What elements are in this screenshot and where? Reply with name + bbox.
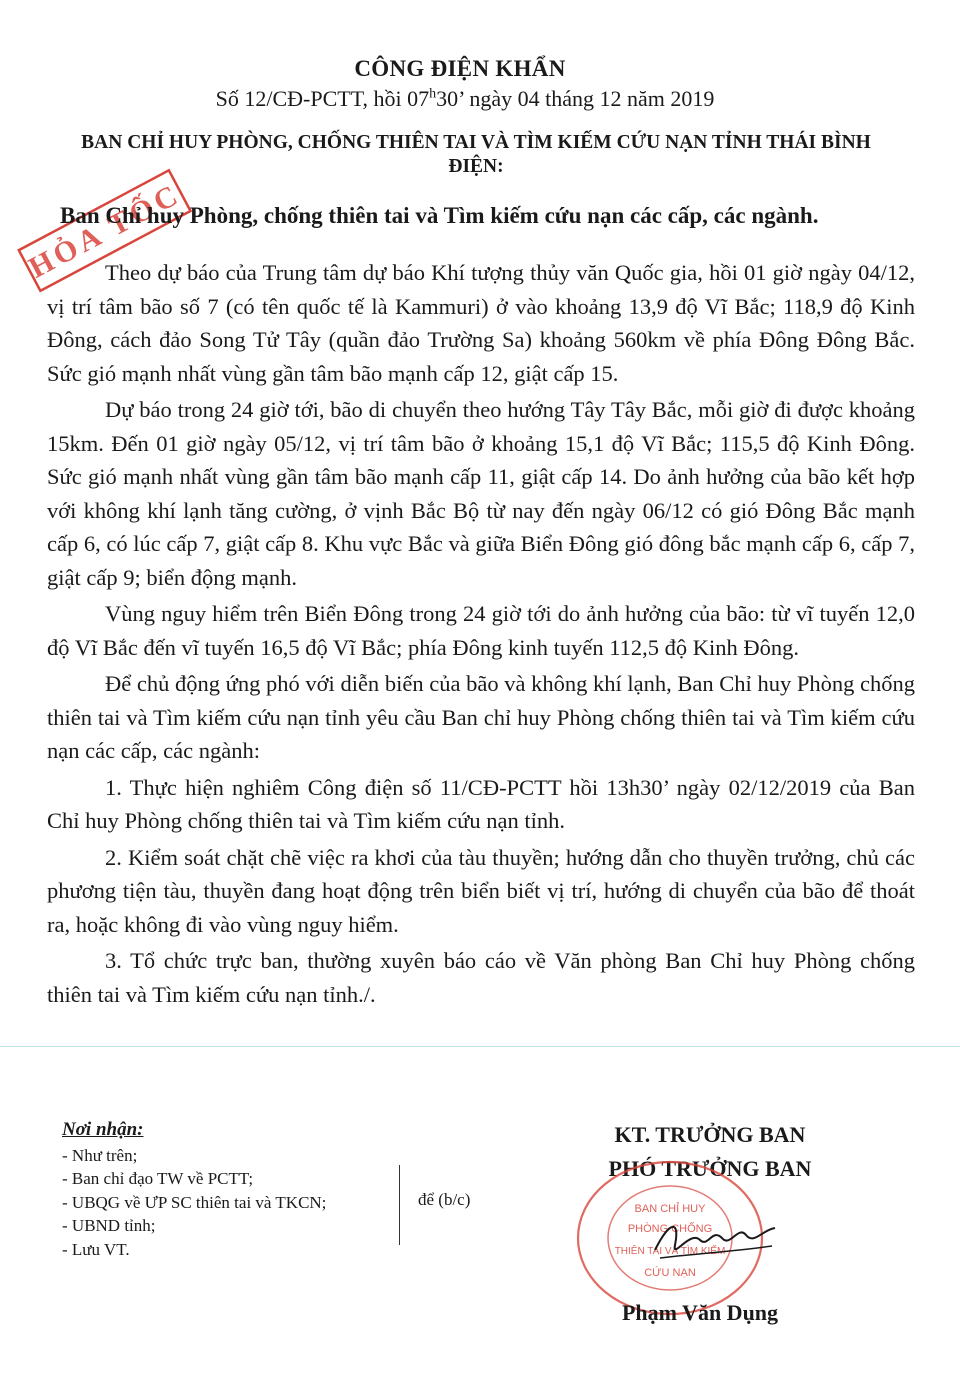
received-item: - Lưu VT. xyxy=(62,1239,130,1259)
signature-line-2: PHÓ TRƯỞNG BAN xyxy=(608,1156,812,1181)
paragraph-item-3: 3. Tổ chức trực ban, thường xuyên báo cáo về Văn phòng Ban Chỉ huy Phòng chống thiên tai và Tìm kiếm cứu nạn tỉnh./. xyxy=(47,948,915,1007)
paragraph-request: Để chủ động ứng phó với diễn biến của bão và không khí lạnh, Ban Chỉ huy Phòng chống thiên tai và Tìm kiếm cứu nạn tỉnh yêu cầu Ban chỉ huy Phòng chống thiên tai và Tìm kiếm cứu nạn các cấp, các ngành: xyxy=(47,671,915,763)
scan-artifact-line xyxy=(0,1046,960,1047)
document-number xyxy=(0,86,930,112)
issuer-name: BAN CHỈ HUY PHÒNG, CHỐNG THIÊN TAI VÀ TÌM KIẾM CỨU NẠN TỈNH THÁI BÌNH xyxy=(81,132,871,153)
received-item: - UBND tỉnh; xyxy=(62,1216,156,1235)
paragraph-forecast: Theo dự báo của Trung tâm dự báo Khí tượng thủy văn Quốc gia, hồi 01 giờ ngày 04/12, vị trí tâm bão số 7 (có tên quốc tế là Kammuri) ở vào khoảng 13,9 độ Vĩ Bắc; 118,9 độ Kinh Đông, cách đảo Song Tử Tây (quần đảo Trường Sa) khoảng 560km về phía Đông Đông Bắc. Sức gió mạnh nhất vùng gần tâm bão mạnh cấp 12, giật cấp 15. xyxy=(47,260,915,386)
recipient-line: Ban Chỉ huy Phòng, chống thiên tai và Tìm kiếm cứu nạn các cấp, các ngành. xyxy=(60,203,819,228)
issuer-label: ĐIỆN: xyxy=(448,156,504,177)
number-suffix: 30’ ngày 04 tháng 12 năm 2019 xyxy=(436,86,715,111)
signer-name: Phạm Văn Dụng xyxy=(621,1300,779,1325)
handwritten-signature xyxy=(650,1210,780,1270)
paragraph-item-1: 1. Thực hiện nghiêm Công điện số 11/CĐ-PCTT hồi 13h30’ ngày 02/12/2019 của Ban Chỉ huy Phòng chống thiên tai và Tìm kiếm cứu nạn tỉnh. xyxy=(47,774,915,833)
number-hour-sup: h xyxy=(429,86,437,102)
signature-line-1: KT. TRƯỞNG BAN xyxy=(614,1122,806,1147)
seal-text-2: PHÒNG CHỐNG xyxy=(627,1223,713,1235)
received-bracket xyxy=(399,1165,400,1245)
received-heading: Nơi nhận: xyxy=(62,1119,144,1140)
paragraph-item-2: 2. Kiểm soát chặt chẽ việc ra khơi của tàu thuyền; hướng dẫn cho thuyền trưởng, chủ các phương tiện tàu, thuyền đang hoạt động trên biển biết vị trí, hướng di chuyển của bão để thoát ra, hoặc không đi vào vùng nguy hiểm. xyxy=(47,844,915,937)
seal-text-3: THIÊN TAI VÀ TÌM KIẾM xyxy=(614,1246,726,1257)
received-item: - Ban chỉ đạo TW về PCTT; xyxy=(62,1169,254,1188)
seal-text-1: BAN CHỈ HUY xyxy=(634,1203,706,1215)
received-note: để (b/c) xyxy=(418,1190,471,1209)
document-title: CÔNG ĐIỆN KHẨN xyxy=(354,56,566,81)
signature-stroke xyxy=(655,1227,775,1250)
seal-text-4: CỨU NẠN xyxy=(644,1267,696,1279)
number-prefix: Số 12/CĐ-PCTT, hồi 07 xyxy=(215,86,430,111)
received-item: - Như trên; xyxy=(62,1145,138,1165)
document-body xyxy=(47,256,915,1014)
urgent-stamp-label: HỎA TỐC xyxy=(23,177,187,285)
issuer-block xyxy=(46,131,906,179)
paragraph-danger-zone: Vùng nguy hiểm trên Biển Đông trong 24 giờ tới do ảnh hưởng của bão: từ vĩ tuyến 12,0 độ Vĩ Bắc đến vĩ tuyến 16,5 độ Vĩ Bắc; phía Đông kinh tuyến 112,5 độ Kinh Đông. xyxy=(47,601,915,660)
paragraph-24h-forecast: Dự báo trong 24 giờ tới, bão di chuyển theo hướng Tây Tây Bắc, mỗi giờ đi được khoảng 15km. Đến 01 giờ ngày 05/12, vị trí tâm bão ở khoảng 15,1 độ Vĩ Bắc; 115,5 độ Kinh Đông. Sức gió mạnh nhất vùng gần tâm bão mạnh cấp 11, giật cấp 14. Do ảnh hưởng của bão kết hợp với không khí lạnh tăng cường, ở vịnh Bắc Bộ từ nay đến ngày 06/12 có gió Đông Bắc mạnh cấp 6, có lúc cấp 7, giật cấp 8. Khu vực Bắc và giữa Biển Đông gió đông bắc mạnh cấp 6, cấp 7, giật cấp 9; biển động mạnh. xyxy=(47,397,915,590)
received-item: - UBQG về ƯP SC thiên tai và TKCN; xyxy=(62,1192,327,1212)
